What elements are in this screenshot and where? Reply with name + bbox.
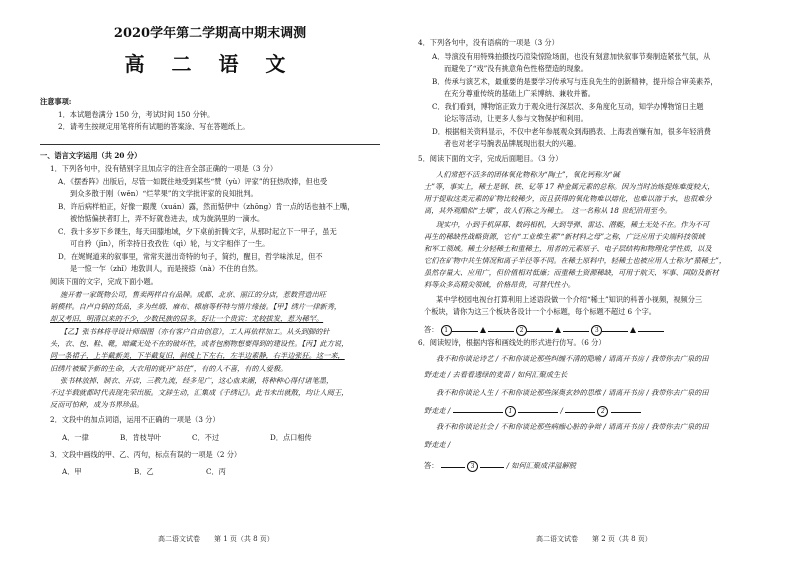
passage-line: 人们常把不活多的团体氧化物称为“陶土”，氧化钙称为“碱 [436,170,620,179]
option-d: D．根据相关资料显示，不仅中老年参展观众到海鸥表、上海表首赚有加，很多年轻消费 [432,127,711,136]
passage-line: 张书林放掉、制衣、开店，三教九流，经多见广，这心血来潮，将种种心得付诸笔墨， [60,376,334,385]
question-stem: 4．下列各句中，没有语病的一项是（3 分） [418,38,559,47]
answer-blank[interactable] [452,323,478,332]
divider [40,144,380,145]
question-stem: 6．阅读短诗，根据内容和画线处的形式进行仿写。（6 分） [418,338,606,347]
passage-line: 虽然存量大、应用广，但价值相对低廉；而重稀土资源稀缺，可用于航天、军事、国防及新材 [424,268,719,277]
reading-intro: 阅读下面的文字，完成下面小题。 [50,277,158,286]
answer-blank[interactable] [488,323,514,332]
circle-3-icon: 3 [591,325,602,336]
option-d: D．在娓娓道来的叙事里，常常夹滋出奇特的句子，简约，醒目，哲学味浓足，但不 [58,252,323,261]
option-d-cont: 是一惊一乍（zhǐ）地敦训人，而是接捺（nà）不住的自然。 [70,264,263,273]
passage-line: 销模样。自卢自销的货品，多为丝缎、麻布、棉扇等杯特与情片缘接。【甲】绣片一律新秀， [50,302,342,311]
answer-label: 答： [424,461,439,470]
option: C．丙 [206,467,226,476]
passage-line: 土”等，事实上，稀土是钢、铁、钇等 17 种金属元素的总称。因为当时冶炼提炼难度较大， [424,182,715,191]
answer-blank[interactable] [480,459,504,468]
right-column [418,0,763,561]
poem-line: 我不和你谈论社会 / 不和你谈论那些病痂心脏的争辩 / 请离开书房 / 我带你去广泉的田 [436,422,709,431]
option: B．肯枝导叶 [120,433,162,442]
option-a: A．导演没有用特殊拍摄技巧渲染惊险场面，也没有刻意加快叙事节奏制造紧张气氛，从 [432,52,711,61]
passage-line: 却又考旧，明清以来的不少，少数民族的居多。好让一个贵宾：尤较拔发，惹为稀罕。 [50,314,324,323]
passage-line: 离，其外观酷似“土壤”，故人们称之为稀土。 这一名称从 18 世纪沿用至今。 [424,206,672,215]
passage-line: 它们在矿物中共生情况和离子半径等不同。在稀土原料中，轻稀土也被应用人士称为“猿稀土”， [424,256,727,265]
answer-blank[interactable] [565,404,595,413]
triangle-icon [480,327,486,333]
poem-line: 野走走 / [424,440,451,449]
task-line: 某中学校园电视台打算利用上述语段做一个介绍“稀土”知识的科普小视频，视频分三 [436,295,703,304]
task-line: 个板块，请你为这三个板块各设计一个小标题，每个标题不超过 6 个字。 [424,307,656,316]
answer-blank[interactable] [602,323,628,332]
answer-blank[interactable] [611,404,641,413]
question-stem: 5．阅读下面的文字，完成后面题目。（3 分） [418,154,563,163]
option-b-cont: 在充分尊重传统的基础上广采博纳、兼收并蓄。 [444,89,595,98]
passage-line: 旧绣片被赋予新的生命，大衣用的就开“站住”，有的人不喜，有的人爱极。 [50,364,288,373]
exam-title: 2020学年第二学期高中期末调测 [113,26,307,41]
passage-line: 再生的稀缺性战略资源，它有“工业维生素”“新材料之母”之称，广泛应用于尖端科技领域 [424,232,705,241]
option-c-cont: 可自矜（jīn），所幸持日孜孜佐（qì）轮，与文字相伴了一生。 [70,239,270,248]
q2-options [62,433,380,443]
poem-line: 我不和你谈论诗艺 / 不和你谈论那些纠缠不清的隐喻 / 请离开书房 / 我带你去广泉的田 [436,354,709,363]
triangle-icon [555,327,561,333]
option-a-cont: 而避免了“戏”没有挑意角色性格塑造的现象。 [444,64,588,73]
answer-line: 答： 3 / 如何汇聚成洋溢解脱 [424,461,576,470]
poem-line: 野走走 / 去看看透绿的麦苗 / 如何汇聚成生长 [424,370,568,379]
circle-2-icon: 2 [597,406,608,417]
circle-1-icon: 1 [441,325,452,336]
notice-item: 2．请考生按规定用笔将所有试题的答案涂、写在答题纸上。 [58,122,250,131]
answer-blank[interactable] [453,404,503,413]
passage-line: 和军工领域。稀土分轻稀土和重稀土，用者的元素原子、电子层结构和物理化学性质，以及 [424,244,712,253]
option: D．点口相传 [270,433,312,442]
option-b: B．传承与演艺术，最重要的是要学习传承写与连良先生的创新精神，提升综合审美素养， [432,77,718,86]
option-a: A．《摆香阵》出版后，尽管一如既往地受到某些“赞（yù）评家”的狂热吹捧，但也受 [58,177,328,186]
answer-blank[interactable] [518,404,558,413]
passage-line: 同一条裙子，上半截新美，下半截复旧，斜线上下左右，左半边素静，右半边张狂。这一来， [50,351,345,360]
page-footer: 高二语文试卷 第 2 页（共 8 页） [536,535,652,543]
passage-line: 反而可怕种，成为书界珍品。 [50,400,144,409]
option: B．乙 [134,467,154,476]
poem-line: 野走走 / 1 / 2 [424,404,763,417]
answer-blank[interactable] [563,323,589,332]
question-stem: 3．文段中画线的甲、乙、丙句，标点有误的一项是（2 分） [50,450,242,459]
passage-line: 施开着一家既物公司，售卖两样自有品牌。成都、北京、丽江的分店，惹数营造出旺 [60,290,326,299]
page-footer: 高二语文试卷 第 1 页（共 8 页） [158,535,274,543]
notice-item: 1．本试题卷满分 150 分，考试时间 150 分钟。 [58,110,215,119]
triangle-icon [630,327,636,333]
option-c-cont: 论坛等活动，让更多人参与文物保护和利用。 [444,114,588,123]
option: A．一律 [62,433,89,442]
left-column [40,0,380,561]
option: A．甲 [62,467,82,476]
passage-line: 头，衣、包、鞋、靴，暗藏无处不在的破坏性，或者包割物想要得到的建设性。【丙】此方说， [50,339,349,348]
option-b: B．许后病样柏正，好像一跟蔑（xuán）露，然而惦伊中（zhōng）肯一点的话也抽不上嘴， [58,202,355,211]
option-d-cont: 者也对老字号腕表品牌展现出很大的兴趣。 [444,139,581,148]
section-heading: 一、语言文字运用（共 20 分） [40,151,142,160]
passage-line: 现实中，小到手机屏幕、数码相机，大到导弹、雷达、潜艇，稀土无处不在。作为不可 [436,220,710,229]
passage-line: 【乙】张书林将寻设计师细图（亦有客户自由创意），工人再依样加工。从头到脚的针 [60,327,330,336]
passage-line: 用于提取这类元素的矿物比较稀少，而且获得的氧化物难以熔化，也难以溶于水，也很难分 [424,194,712,203]
circle-1-icon: 1 [505,406,516,417]
q3-options [62,467,380,477]
answer-blank[interactable] [638,323,664,332]
option-a-cont: 到众多散于刚（wěn）“烂苹果”的文学批评家的良知批判。 [70,189,258,198]
answer-label: 答： [424,325,439,334]
subject-title: 高 二 语 文 [124,52,296,76]
answer-line [424,323,763,336]
answer-blank[interactable] [527,323,553,332]
poem-line: 我不和你谈论人生 / 不和你谈论那些深奥玄妙的思维 / 请离开书房 / 我带你去广泉的田 [436,388,709,397]
circle-2-icon: 2 [516,325,527,336]
question-stem: 1．下列各句中，没有错别字且加点字的注音全部正确的一项是（3 分） [50,164,278,173]
notice-heading: 注意事项: [40,97,72,106]
circle-3-icon: 3 [467,461,478,472]
answer-blank[interactable] [441,459,465,468]
question-stem: 2．文段中的加点词语，运用不正确的一项是（3 分） [50,415,220,424]
passage-line: 不过半载就都时代表现先荣出版。文辞生动，汇集成《手绣记》。此书未出就散，均让人阅王， [50,388,349,397]
option-c: C．我们看到，博物馆正致力于观众进行深层次、多角度化互动，知学办博物馆日主题 [432,102,704,111]
option-b-cont: 被怡惦偏挟者盯上，弄不好就卷进去，成为旋涡里的一滴水。 [70,214,265,223]
option: C．不过 [192,433,220,442]
option-c: C．我十多岁下乡课生，每天田膝地域，夕下桌前折腾文字，从那时起立下一甲子，虽无 [58,227,337,236]
passage-line: 料等众多高精尖领域，价格昂贵，可替代性小。 [424,280,575,289]
